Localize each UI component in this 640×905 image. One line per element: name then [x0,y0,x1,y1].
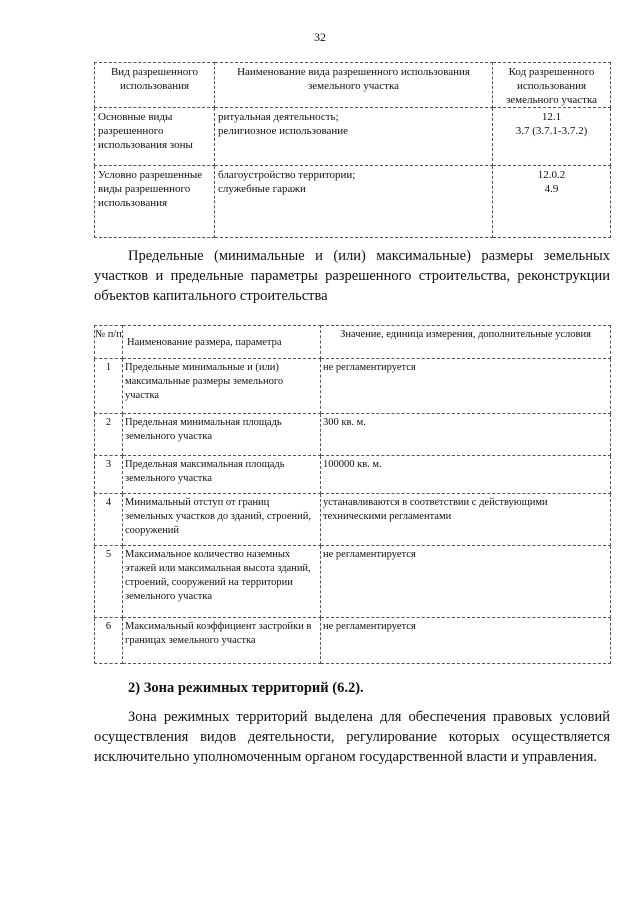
table-row [95,494,611,546]
header-use-name: Наименование вида разрешенного использования земельного участка [215,63,493,108]
row-number: 5 [95,546,123,618]
use-code-cell [493,166,611,238]
parameter-cell: Предельная минимальная площадь земельного участка [123,414,321,456]
row-number: 4 [95,494,123,546]
table-header-row [95,63,611,108]
parameter-cell: Максимальный коэффициент застройки в границах земельного участка [123,618,321,664]
value-cell: 100000 кв. м. [321,456,611,494]
header-number: № п/п [95,326,123,359]
parameters-table [94,325,611,664]
use-name-line: служебные гаражи [218,183,306,195]
parameter-cell: Предельная максимальная площадь земельного участка [123,456,321,494]
section-heading: 2) Зона режимных территорий (6.2). [128,680,364,696]
zone-description-text: Зона режимных территорий выделена для обеспечения правовых условий осуществления видов деятельности, регулирование которых осуществляется исключительно уполномоченным органом государственной власти и управления. [94,709,610,765]
table-row [95,456,611,494]
value-cell: не регламентируется [321,546,611,618]
use-name-line: ритуальная деятельность; [218,111,339,123]
header-use-code: Код разрешенного использования земельного участка [493,63,611,108]
use-name-line: религиозное использование [218,125,349,137]
value-cell: 300 кв. м. [321,414,611,456]
limits-paragraph: Предельные (минимальные и (или) максимальные) размеры земельных участков и предельные параметры разрешенного строительства, реконструкции объектов капитального строительства [94,248,610,304]
table-row [95,166,611,238]
table-row [95,108,611,166]
value-cell: устанавливаются в соответствии с действующими техническими регламентами [321,494,611,546]
table-row [95,414,611,456]
row-number: 1 [95,359,123,414]
use-code-line: 4.9 [544,183,559,195]
parameter-cell: Максимальное количество наземных этажей или максимальная высота зданий, строений, сооружений на территории земельного участка [123,546,321,618]
header-value: Значение, единица измерения, дополнительные условия [321,326,611,359]
use-code-line: 12.0.2 [537,169,566,181]
table-row [95,618,611,664]
use-code-line: 3.7 (3.7.1-3.7.2) [515,125,588,137]
header-parameter: Наименование размера, параметра [123,326,321,359]
land-use-table [94,62,611,238]
page-number: 32 [314,30,326,44]
parameter-cell: Минимальный отступ от границ земельных участков до зданий, строений, сооружений [123,494,321,546]
row-number: 3 [95,456,123,494]
table-header-row [95,326,611,359]
use-code-line: 12.1 [541,111,562,123]
use-type-cell: Основные виды разрешенного использования зоны [95,108,215,166]
parameter-cell: Предельные минимальные и (или) максимальные размеры земельного участка [123,359,321,414]
use-type-cell: Условно разрешенные виды разрешенного использования [95,166,215,238]
row-number: 2 [95,414,123,456]
table-row [95,359,611,414]
use-name-cell [215,108,493,166]
header-use-type: Вид разрешенного использования [95,63,215,108]
use-name-cell [215,166,493,238]
table-row [95,546,611,618]
zone-description-paragraph [94,707,610,767]
value-cell: не регламентируется [321,359,611,414]
row-number: 6 [95,618,123,664]
value-cell: не регламентируется [321,618,611,664]
use-name-line: благоустройство территории; [218,169,356,181]
use-code-cell [493,108,611,166]
